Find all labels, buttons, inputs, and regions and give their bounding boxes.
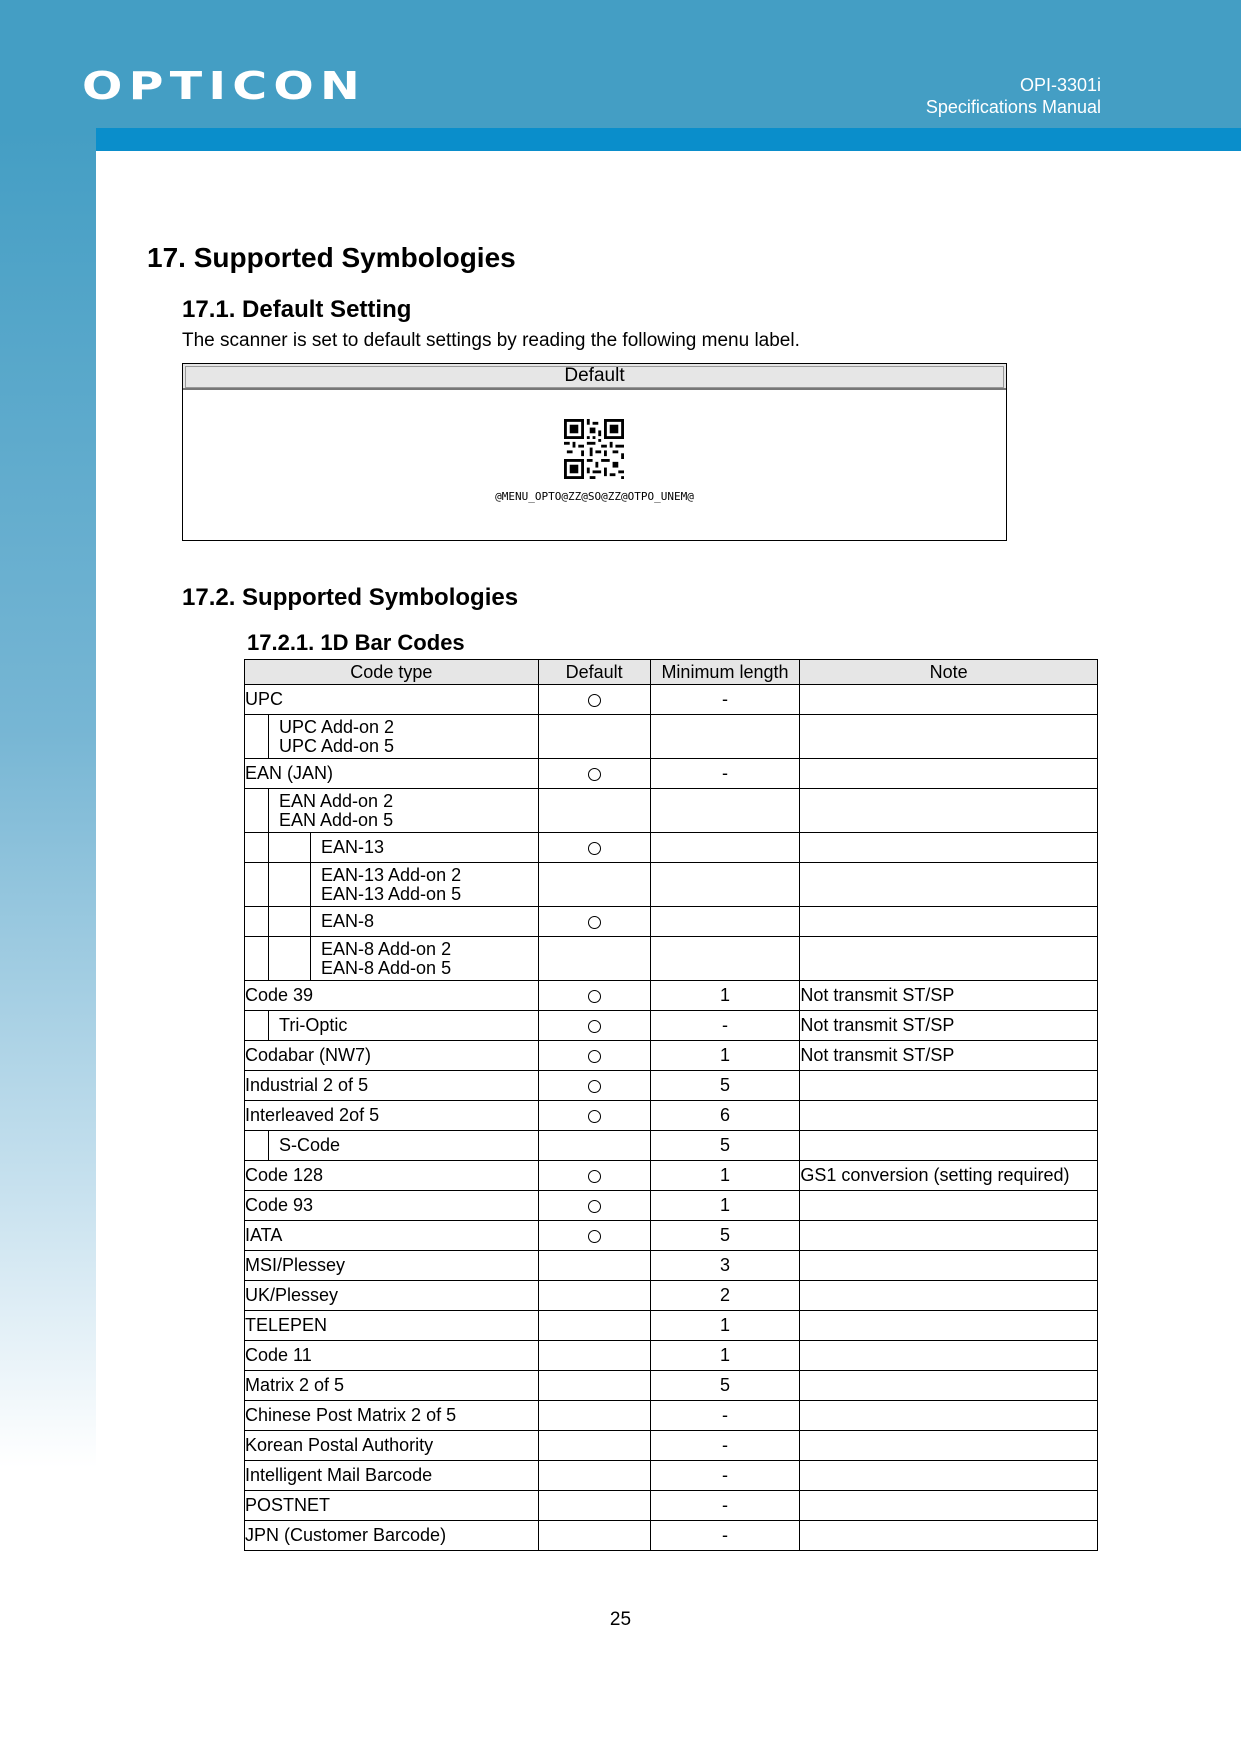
note-cell <box>800 1101 1098 1131</box>
default-cell <box>538 1101 650 1131</box>
code-type-label: Intelligent Mail Barcode <box>245 1465 433 1485</box>
minimum-length-cell: 3 <box>650 1251 800 1281</box>
minimum-length-cell: - <box>650 1491 800 1521</box>
code-type-label: S-Code <box>268 1131 538 1160</box>
note-cell <box>800 1461 1098 1491</box>
default-enabled-circle-icon <box>588 990 601 1003</box>
code-type-cell <box>245 981 539 1011</box>
code-type-label: Industrial 2 of 5 <box>245 1075 369 1095</box>
indent-guide <box>268 907 538 936</box>
code-type-cell <box>245 937 539 981</box>
minimum-length-cell: - <box>650 1521 800 1551</box>
note-cell <box>800 1251 1098 1281</box>
header-default: Default <box>538 660 650 685</box>
default-enabled-circle-icon <box>588 768 601 781</box>
code-type-cell <box>245 1251 539 1281</box>
default-enabled-circle-icon <box>588 1050 601 1063</box>
minimum-length-cell: - <box>650 1461 800 1491</box>
default-cell <box>538 1521 650 1551</box>
minimum-length-cell: - <box>650 685 800 715</box>
code-type-cell <box>245 1461 539 1491</box>
qr-code-icon[interactable] <box>564 419 624 479</box>
minimum-length-cell: - <box>650 1011 800 1041</box>
code-type-cell <box>245 685 539 715</box>
code-type-cell <box>245 1071 539 1101</box>
table-row <box>245 937 1098 981</box>
default-enabled-circle-icon <box>588 1230 601 1243</box>
indent-guide <box>268 937 538 980</box>
table-row <box>245 685 1098 715</box>
code-type-label: Chinese Post Matrix 2 of 5 <box>245 1405 457 1425</box>
minimum-length-cell: 5 <box>650 1371 800 1401</box>
code-type-cell <box>245 1311 539 1341</box>
code-type-cell <box>245 1281 539 1311</box>
code-type-label: TELEPEN <box>245 1315 328 1335</box>
supported-symbologies-title: 17.2. Supported Symbologies <box>182 584 519 611</box>
code-type-cell <box>245 715 539 759</box>
code-type-cell <box>245 1011 539 1041</box>
code-type-cell <box>245 1191 539 1221</box>
code-type-cell <box>245 1401 539 1431</box>
default-setting-title: 17.1. Default Setting <box>182 296 412 323</box>
minimum-length-cell <box>650 789 800 833</box>
code-type-label: EAN-8 <box>310 907 538 936</box>
note-cell <box>800 1131 1098 1161</box>
code-type-cell <box>245 1521 539 1551</box>
code-type-cell <box>245 1131 539 1161</box>
minimum-length-cell: 1 <box>650 1041 800 1071</box>
code-type-label: Korean Postal Authority <box>245 1435 434 1455</box>
table-row <box>245 1371 1098 1401</box>
default-enabled-circle-icon <box>588 1170 601 1183</box>
code-type-cell <box>245 1041 539 1071</box>
page-number: 25 <box>609 1609 632 1630</box>
code-type-label: UPC Add-on 2 UPC Add-on 5 <box>268 715 538 758</box>
note-cell <box>800 1371 1098 1401</box>
default-cell <box>538 1281 650 1311</box>
code-type-cell <box>245 1371 539 1401</box>
code-type-cell <box>245 863 539 907</box>
table-row <box>245 981 1098 1011</box>
table-row <box>245 907 1098 937</box>
default-cell <box>538 863 650 907</box>
table-body <box>245 685 1098 1551</box>
note-cell <box>800 1311 1098 1341</box>
code-type-label: UPC <box>245 689 284 709</box>
header-code-type: Code type <box>245 660 539 685</box>
code-type-label: EAN-8 Add-on 2 EAN-8 Add-on 5 <box>310 937 538 980</box>
minimum-length-cell <box>650 907 800 937</box>
table-row <box>245 1101 1098 1131</box>
default-cell <box>538 1461 650 1491</box>
table-row <box>245 863 1098 907</box>
default-cell <box>538 1131 650 1161</box>
code-type-label: Code 93 <box>245 1195 314 1215</box>
note-cell <box>800 907 1098 937</box>
model-name: OPI-3301i <box>1019 75 1101 95</box>
default-cell <box>538 1191 650 1221</box>
default-cell <box>538 1251 650 1281</box>
table-header-row <box>245 660 1098 685</box>
code-type-cell <box>245 789 539 833</box>
default-cell <box>538 1401 650 1431</box>
default-cell <box>538 1161 650 1191</box>
manual-name: Specifications Manual <box>925 97 1101 117</box>
note-cell <box>800 1191 1098 1221</box>
table-row <box>245 1281 1098 1311</box>
note-cell <box>800 1281 1098 1311</box>
table-row <box>245 1521 1098 1551</box>
table-row <box>245 1311 1098 1341</box>
default-enabled-circle-icon <box>588 694 601 707</box>
default-cell <box>538 715 650 759</box>
note-cell <box>800 1401 1098 1431</box>
code-type-cell <box>245 1431 539 1461</box>
note-cell <box>800 833 1098 863</box>
default-cell <box>538 685 650 715</box>
note-cell <box>800 1341 1098 1371</box>
minimum-length-cell: 5 <box>650 1221 800 1251</box>
code-type-label: Matrix 2 of 5 <box>245 1375 345 1395</box>
table-row <box>245 1401 1098 1431</box>
note-cell <box>800 937 1098 981</box>
code-type-cell <box>245 1341 539 1371</box>
table-row <box>245 1491 1098 1521</box>
code-type-label: Code 11 <box>245 1345 312 1365</box>
code-type-label: Codabar (NW7) <box>245 1045 372 1065</box>
default-enabled-circle-icon <box>588 1080 601 1093</box>
table-row <box>245 1191 1098 1221</box>
code-type-label: POSTNET <box>245 1495 331 1515</box>
code-type-label: EAN-13 Add-on 2 EAN-13 Add-on 5 <box>310 863 538 906</box>
default-cell <box>538 1221 650 1251</box>
default-enabled-circle-icon <box>588 1110 601 1123</box>
table-row <box>245 1011 1098 1041</box>
code-type-label: MSI/Plessey <box>245 1255 346 1275</box>
minimum-length-cell: 5 <box>650 1131 800 1161</box>
left-decorative-band <box>0 128 96 1468</box>
code-type-cell <box>245 907 539 937</box>
section-title: 17. Supported Symbologies <box>147 242 516 273</box>
minimum-length-cell: 1 <box>650 1191 800 1221</box>
table-row <box>245 1461 1098 1491</box>
table-row <box>245 1131 1098 1161</box>
minimum-length-cell: 1 <box>650 1341 800 1371</box>
note-cell <box>800 1491 1098 1521</box>
header-note: Note <box>800 660 1098 685</box>
default-enabled-circle-icon <box>588 1020 601 1033</box>
default-cell <box>538 1071 650 1101</box>
symbology-table <box>244 659 1098 1551</box>
minimum-length-cell: 1 <box>650 1161 800 1191</box>
minimum-length-cell: - <box>650 1401 800 1431</box>
table-row <box>245 1431 1098 1461</box>
opticon-logo: OPTICON <box>82 64 367 108</box>
note-cell <box>800 685 1098 715</box>
default-cell <box>538 789 650 833</box>
menu-label-header: Default <box>183 364 1006 390</box>
default-cell <box>538 1491 650 1521</box>
note-cell <box>800 715 1098 759</box>
default-enabled-circle-icon <box>588 916 601 929</box>
code-type-label: JPN (Customer Barcode) <box>245 1525 447 1545</box>
default-menu-label <box>182 363 1007 541</box>
table-row <box>245 833 1098 863</box>
qr-code-text: @MENU_OPTO@ZZ@SO@ZZ@OTPO_UNEM@ <box>495 490 694 503</box>
note-cell <box>800 1521 1098 1551</box>
default-cell <box>538 907 650 937</box>
note-cell <box>800 1431 1098 1461</box>
note-cell <box>800 1221 1098 1251</box>
table-row <box>245 1221 1098 1251</box>
code-type-cell <box>245 759 539 789</box>
code-type-label: IATA <box>245 1225 283 1245</box>
note-cell: GS1 conversion (setting required) <box>800 1161 1098 1191</box>
table-row <box>245 1161 1098 1191</box>
minimum-length-cell <box>650 937 800 981</box>
indent-guide <box>268 863 538 906</box>
code-type-cell <box>245 1101 539 1131</box>
code-type-cell <box>245 1491 539 1521</box>
minimum-length-cell: - <box>650 1431 800 1461</box>
table-row <box>245 1251 1098 1281</box>
note-cell <box>800 1071 1098 1101</box>
table-row <box>245 789 1098 833</box>
default-cell <box>538 1341 650 1371</box>
code-type-cell <box>245 833 539 863</box>
default-cell <box>538 1041 650 1071</box>
default-setting-text: The scanner is set to default settings by reading the following menu label. <box>182 330 800 351</box>
code-type-cell <box>245 1161 539 1191</box>
code-type-label: EAN-13 <box>310 833 538 862</box>
code-type-label: UK/Plessey <box>245 1285 339 1305</box>
table-row <box>245 1041 1098 1071</box>
default-cell <box>538 833 650 863</box>
code-type-label: Interleaved 2of 5 <box>245 1105 380 1125</box>
minimum-length-cell <box>650 833 800 863</box>
header-stripe <box>0 128 1241 151</box>
indent-guide <box>268 833 538 862</box>
note-cell: Not transmit ST/SP <box>800 1011 1098 1041</box>
default-cell <box>538 1011 650 1041</box>
minimum-length-cell: 5 <box>650 1071 800 1101</box>
default-cell <box>538 1431 650 1461</box>
1d-bar-codes-title: 17.2.1. 1D Bar Codes <box>247 630 465 655</box>
minimum-length-cell: 1 <box>650 981 800 1011</box>
note-cell <box>800 789 1098 833</box>
table-row <box>245 1341 1098 1371</box>
header-minimum-length: Minimum length <box>650 660 800 685</box>
minimum-length-cell <box>650 715 800 759</box>
minimum-length-cell: 1 <box>650 1311 800 1341</box>
document-title <box>926 74 1101 118</box>
minimum-length-cell: - <box>650 759 800 789</box>
default-cell <box>538 937 650 981</box>
default-cell <box>538 1311 650 1341</box>
code-type-label: EAN Add-on 2 EAN Add-on 5 <box>268 789 538 832</box>
table-row <box>245 715 1098 759</box>
note-cell <box>800 759 1098 789</box>
default-cell <box>538 981 650 1011</box>
note-cell: Not transmit ST/SP <box>800 981 1098 1011</box>
code-type-label: Code 39 <box>245 985 314 1005</box>
note-cell <box>800 863 1098 907</box>
code-type-label: Tri-Optic <box>268 1011 538 1040</box>
code-type-label: EAN (JAN) <box>245 763 334 783</box>
minimum-length-cell <box>650 863 800 907</box>
code-type-cell <box>245 1221 539 1251</box>
default-enabled-circle-icon <box>588 1200 601 1213</box>
code-type-label: Code 128 <box>245 1165 324 1185</box>
default-cell <box>538 759 650 789</box>
table-row <box>245 759 1098 789</box>
note-cell: Not transmit ST/SP <box>800 1041 1098 1071</box>
minimum-length-cell: 2 <box>650 1281 800 1311</box>
default-enabled-circle-icon <box>588 842 601 855</box>
default-cell <box>538 1371 650 1401</box>
minimum-length-cell: 6 <box>650 1101 800 1131</box>
table-row <box>245 1071 1098 1101</box>
